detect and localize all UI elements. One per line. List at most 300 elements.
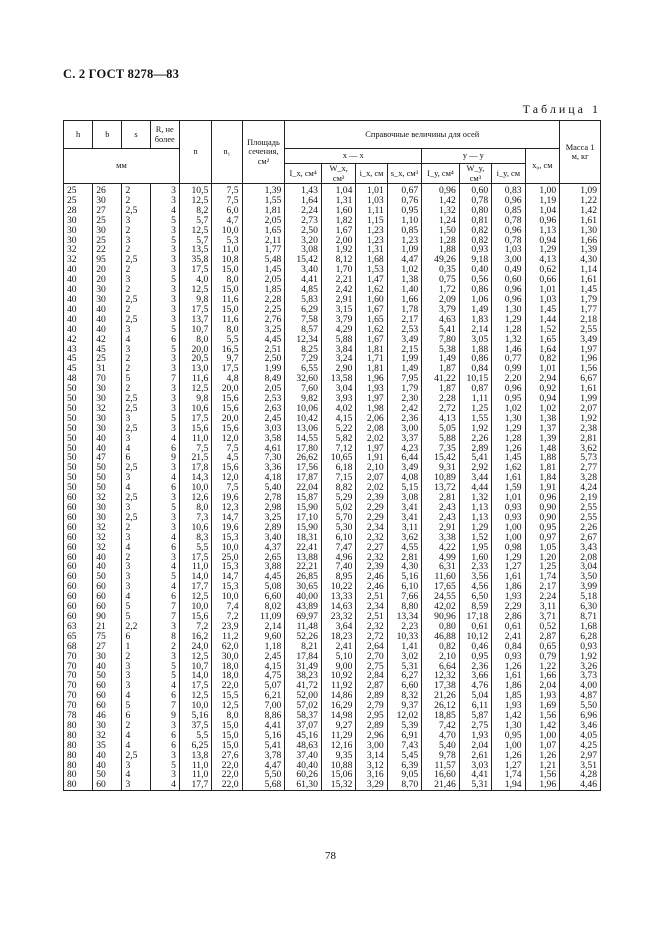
- table-cell: 3: [122, 503, 150, 513]
- table-cell: 1,02: [525, 404, 560, 414]
- table-cell: 5: [150, 345, 179, 355]
- table-cell: 16,60: [422, 770, 460, 780]
- table-cell: 5: [150, 671, 179, 681]
- table-cell: 0,90: [525, 513, 560, 523]
- table-cell: 3: [150, 523, 179, 533]
- table-cell: 1,38: [387, 275, 421, 285]
- table-cell: 1: [122, 642, 150, 652]
- table-cell: 40: [93, 444, 122, 454]
- table-cell: 8,02: [242, 602, 285, 612]
- table-cell: 5,5: [179, 543, 211, 553]
- table-cell: 0,96: [492, 295, 525, 305]
- table-cell: 9,00: [321, 662, 355, 672]
- table-cell: 20,0: [212, 414, 242, 424]
- table-cell: 50: [64, 453, 93, 463]
- table-cell: 5,38: [422, 345, 460, 355]
- table-cell: 2: [122, 196, 150, 206]
- table-cell: 40: [93, 434, 122, 444]
- table-cell: 8,49: [242, 374, 285, 384]
- table-cell: 20,0: [179, 345, 211, 355]
- table-cell: 10,0: [212, 592, 242, 602]
- page-header: С. 2 ГОСТ 8278—83: [63, 67, 180, 81]
- table-cell: 60,26: [285, 770, 322, 780]
- table-cell: 24,55: [422, 592, 460, 602]
- table-cell: 1,49: [422, 354, 460, 364]
- table-cell: 43,89: [285, 602, 322, 612]
- table-cell: 3,79: [321, 315, 355, 325]
- table-cell: 2,09: [422, 295, 460, 305]
- table-cell: 1,25: [459, 404, 491, 414]
- table-cell: 3,93: [321, 394, 355, 404]
- table-cell: 2,46: [356, 582, 387, 592]
- table-cell: 7,35: [422, 444, 460, 454]
- table-cell: 3: [122, 414, 150, 424]
- table-cell: 1,18: [242, 642, 285, 652]
- table-cell: 0,94: [525, 236, 560, 246]
- table-cell: 0,97: [525, 533, 560, 543]
- table-cell: 52,26: [285, 632, 322, 642]
- table-cell: 7,3: [179, 513, 211, 523]
- table-cell: 25: [93, 216, 122, 226]
- table-cell: 17,10: [285, 513, 322, 523]
- table-cell: 14,7: [212, 572, 242, 582]
- table-cell: 40: [64, 295, 93, 305]
- table-cell: 1,27: [492, 761, 525, 771]
- table-cell: 1,93: [492, 592, 525, 602]
- table-cell: 4: [122, 691, 150, 701]
- table-cell: 2,51: [356, 612, 387, 622]
- table-cell: 3,71: [525, 612, 560, 622]
- table-cell: 70: [64, 701, 93, 711]
- table-cell: 8,80: [387, 602, 421, 612]
- table-cell: 1,81: [525, 463, 560, 473]
- table-cell: 17,7: [179, 780, 211, 790]
- table-cell: 30: [93, 226, 122, 236]
- table-cell: 1,96: [356, 374, 387, 384]
- table-cell: 3,51: [560, 761, 601, 771]
- table-cell: 60: [64, 592, 93, 602]
- table-cell: 80: [64, 751, 93, 761]
- table-cell: 10,88: [321, 761, 355, 771]
- table-cell: 70: [64, 652, 93, 662]
- table-cell: 40: [64, 325, 93, 335]
- table-cell: 15,6: [179, 424, 211, 434]
- table-cell: 30: [93, 513, 122, 523]
- table-cell: 1,55: [242, 196, 285, 206]
- table-cell: 46,88: [422, 632, 460, 642]
- table-cell: 1,29: [525, 245, 560, 255]
- table-cell: 50: [64, 483, 93, 493]
- table-cell: 7,5: [212, 184, 242, 196]
- table-cell: 0,80: [422, 622, 460, 632]
- table-cell: 1,61: [560, 216, 601, 226]
- table-cell: 3,58: [242, 434, 285, 444]
- table-cell: 1,93: [356, 384, 387, 394]
- table-cell: 5,31: [459, 780, 491, 790]
- table-cell: 0,60: [492, 275, 525, 285]
- table-cell: 3,64: [321, 622, 355, 632]
- table-cell: 48,63: [285, 741, 322, 751]
- table-cell: 12,5: [179, 285, 211, 295]
- table-cell: 2,89: [356, 691, 387, 701]
- table-cell: 2: [122, 364, 150, 374]
- table-cell: 2,29: [492, 602, 525, 612]
- table-cell: 3,03: [459, 761, 491, 771]
- table-cell: 3,78: [242, 751, 285, 761]
- table-cell: 3: [150, 751, 179, 761]
- table-cell: 4,47: [387, 255, 421, 265]
- table-cell: 3,14: [356, 751, 387, 761]
- table-cell: 45,16: [285, 731, 322, 741]
- table-cell: 5: [150, 236, 179, 246]
- table-cell: 21: [93, 622, 122, 632]
- table-cell: 1,04: [321, 184, 355, 196]
- table-cell: 7: [150, 612, 179, 622]
- table-cell: 0,96: [525, 493, 560, 503]
- table-cell: 17,65: [422, 582, 460, 592]
- table-cell: 30: [93, 285, 122, 295]
- table-cell: 40: [93, 751, 122, 761]
- table-cell: 5,50: [242, 770, 285, 780]
- table-cell: 2,28: [422, 394, 460, 404]
- table-cell: 9: [150, 453, 179, 463]
- table-cell: 15,6: [212, 424, 242, 434]
- table-cell: 1,97: [356, 394, 387, 404]
- table-cell: 2,30: [387, 394, 421, 404]
- table-cell: 17,5: [179, 681, 211, 691]
- table-cell: 69,97: [285, 612, 322, 622]
- table-cell: 60: [93, 602, 122, 612]
- table-cell: 1,00: [492, 533, 525, 543]
- table-cell: 8,25: [285, 345, 322, 355]
- table-label: Таблица 1: [522, 102, 601, 116]
- table-cell: 41,72: [285, 681, 322, 691]
- table-cell: 7,58: [285, 315, 322, 325]
- table-cell: 2: [122, 226, 150, 236]
- table-cell: 3: [122, 533, 150, 543]
- table-cell: 3: [150, 394, 179, 404]
- table-cell: 20,5: [179, 354, 211, 364]
- table-cell: 1,99: [560, 394, 601, 404]
- table-cell: 3,16: [356, 770, 387, 780]
- table-cell: 12,5: [179, 226, 211, 236]
- table-cell: 27,6: [212, 751, 242, 761]
- table-cell: 1,84: [525, 473, 560, 483]
- table-cell: 1,21: [525, 761, 560, 771]
- table-cell: 35,8: [179, 255, 211, 265]
- table-cell: 3: [150, 384, 179, 394]
- table-cell: 2,81: [560, 434, 601, 444]
- table-cell: 6,28: [560, 632, 601, 642]
- table-cell: 21,46: [422, 780, 460, 790]
- table-cell: 6,96: [560, 711, 601, 721]
- table-cell: 7,66: [387, 592, 421, 602]
- table-cell: 4,47: [242, 761, 285, 771]
- table-cell: 21,26: [422, 691, 460, 701]
- table-cell: 5,18: [560, 592, 601, 602]
- table-cell: 11,0: [179, 562, 211, 572]
- table-cell: 13,34: [387, 612, 421, 622]
- table-cell: 7,95: [387, 374, 421, 384]
- table-cell: 2: [122, 384, 150, 394]
- table-cell: 2,97: [560, 751, 601, 761]
- table-cell: 0,78: [492, 236, 525, 246]
- table-cell: 14,7: [212, 513, 242, 523]
- table-cell: 2,45: [242, 652, 285, 662]
- table-cell: 1,82: [321, 216, 355, 226]
- table-cell: 1,23: [356, 226, 387, 236]
- table-cell: 70: [64, 671, 93, 681]
- table-cell: 70: [64, 691, 93, 701]
- table-cell: 2: [150, 642, 179, 652]
- table-cell: 22,0: [212, 681, 242, 691]
- table-cell: 15,0: [212, 285, 242, 295]
- table-cell: 8,95: [321, 572, 355, 582]
- table-cell: 4: [150, 473, 179, 483]
- table-cell: 2,72: [356, 632, 387, 642]
- table-cell: 30: [93, 424, 122, 434]
- table-cell: 95: [93, 255, 122, 265]
- table-cell: 4,13: [525, 255, 560, 265]
- table-cell: 1,03: [525, 295, 560, 305]
- table-cell: 6,91: [387, 731, 421, 741]
- table-cell: 0,52: [525, 622, 560, 632]
- table-cell: 1,03: [356, 196, 387, 206]
- table-cell: 3: [122, 562, 150, 572]
- table-cell: 12,5: [179, 691, 211, 701]
- table-cell: 12,34: [285, 335, 322, 345]
- table-cell: 11,6: [212, 315, 242, 325]
- table-cell: 1,42: [422, 196, 460, 206]
- table-cell: 1,00: [492, 741, 525, 751]
- table-cell: 4,30: [387, 562, 421, 572]
- table-cell: 2,5: [122, 255, 150, 265]
- table-cell: 15,6: [212, 404, 242, 414]
- table-cell: 3,00: [492, 255, 525, 265]
- table-cell: 13,8: [179, 751, 211, 761]
- table-cell: 1,43: [285, 184, 322, 196]
- table-cell: 2,15: [387, 345, 421, 355]
- table-cell: 4: [150, 681, 179, 691]
- table-cell: 3: [122, 572, 150, 582]
- table-cell: 4,7: [212, 216, 242, 226]
- table-cell: 70: [64, 681, 93, 691]
- table-cell: 2,02: [356, 483, 387, 493]
- table-cell: 4,45: [242, 335, 285, 345]
- table-cell: 1,52: [525, 325, 560, 335]
- table-cell: 3: [150, 226, 179, 236]
- table-cell: 1,91: [356, 453, 387, 463]
- table-cell: 2,04: [459, 741, 491, 751]
- table-cell: 7,47: [321, 543, 355, 553]
- table-cell: 5,82: [321, 434, 355, 444]
- table-cell: 10,6: [179, 404, 211, 414]
- table-cell: 2,26: [459, 434, 491, 444]
- table-cell: 1,45: [242, 265, 285, 275]
- table-cell: 0,67: [387, 184, 421, 196]
- table-cell: 9,8: [179, 394, 211, 404]
- table-cell: 6: [150, 741, 179, 751]
- table-cell: 1,29: [459, 523, 491, 533]
- table-cell: 9,27: [321, 721, 355, 731]
- table-cell: 1,45: [525, 305, 560, 315]
- table-cell: 2,42: [387, 404, 421, 414]
- table-cell: 5,05: [422, 424, 460, 434]
- table-cell: 2,32: [356, 622, 387, 632]
- table-cell: 2,00: [321, 236, 355, 246]
- table-cell: 3: [150, 463, 179, 473]
- table-cell: 1,24: [422, 216, 460, 226]
- table-cell: 60: [64, 523, 93, 533]
- table-cell: 8,3: [179, 533, 211, 543]
- table-cell: 6,60: [387, 681, 421, 691]
- table-cell: 90,96: [422, 612, 460, 622]
- table-cell: 3: [122, 473, 150, 483]
- table-cell: 3: [122, 761, 150, 771]
- table-cell: 6,64: [422, 662, 460, 672]
- table-cell: 15,90: [285, 523, 322, 533]
- table-cell: 11,6: [212, 295, 242, 305]
- table-cell: 60: [64, 543, 93, 553]
- table-cell: 1,71: [356, 354, 387, 364]
- col-h-header: h: [64, 121, 93, 149]
- table-cell: 6: [150, 592, 179, 602]
- table-cell: 3: [150, 364, 179, 374]
- table-cell: 65: [64, 632, 93, 642]
- table-cell: 4,55: [387, 543, 421, 553]
- table-cell: 1,15: [356, 216, 387, 226]
- table-cell: 1,65: [356, 315, 387, 325]
- table-cell: 17,87: [285, 473, 322, 483]
- table-cell: 2,24: [285, 206, 322, 216]
- table-cell: 4,45: [242, 572, 285, 582]
- table-cell: 4,44: [459, 483, 491, 493]
- table-cell: 7,40: [321, 562, 355, 572]
- table-cell: 3,41: [387, 513, 421, 523]
- table-cell: 5,83: [285, 295, 322, 305]
- table-cell: 2,55: [560, 513, 601, 523]
- table-cell: 47: [93, 453, 122, 463]
- table-cell: 1,92: [459, 424, 491, 434]
- table-cell: 1,60: [356, 295, 387, 305]
- table-cell: 32: [93, 731, 122, 741]
- table-cell: 11,57: [422, 761, 460, 771]
- table-cell: 2,26: [560, 523, 601, 533]
- table-cell: 2,84: [356, 671, 387, 681]
- table-cell: 2,53: [387, 325, 421, 335]
- table-cell: 27: [93, 206, 122, 216]
- table-cell: 7,29: [285, 354, 322, 364]
- table-cell: 2,5: [122, 206, 150, 216]
- table-cell: 7,4: [212, 602, 242, 612]
- table-cell: 7,2: [212, 612, 242, 622]
- table-cell: 18,0: [212, 662, 242, 672]
- table-cell: 2,25: [242, 305, 285, 315]
- table-cell: 10,92: [321, 671, 355, 681]
- table-cell: 40: [64, 305, 93, 315]
- table-cell: 10,0: [179, 602, 211, 612]
- table-cell: 13,0: [179, 364, 211, 374]
- table-cell: 6,10: [387, 582, 421, 592]
- table-cell: 4,76: [459, 681, 491, 691]
- table-cell: 1,93: [525, 691, 560, 701]
- table-cell: 1,46: [492, 345, 525, 355]
- table-cell: 3,25: [242, 325, 285, 335]
- table-cell: 5,41: [459, 453, 491, 463]
- table-cell: 5: [122, 602, 150, 612]
- table-cell: 3: [150, 255, 179, 265]
- table-cell: 17,5: [179, 305, 211, 315]
- table-cell: 1,98: [356, 404, 387, 414]
- table-cell: 2,92: [459, 463, 491, 473]
- table-cell: 1,41: [387, 642, 421, 652]
- table-cell: 37,40: [285, 751, 322, 761]
- table-cell: 13,06: [285, 424, 322, 434]
- table-cell: 6: [150, 444, 179, 454]
- table-cell: 5,22: [321, 424, 355, 434]
- table-cell: 3: [150, 184, 179, 196]
- table-cell: 0,86: [459, 285, 491, 295]
- table-cell: 50: [93, 483, 122, 493]
- table-cell: 30: [64, 216, 93, 226]
- table-cell: 7: [150, 701, 179, 711]
- table-cell: 3,56: [459, 572, 491, 582]
- table-cell: 2,98: [242, 503, 285, 513]
- table-cell: 8,86: [242, 711, 285, 721]
- table-cell: 10,22: [321, 582, 355, 592]
- table-cell: 26,62: [285, 453, 322, 463]
- table-cell: 22,0: [212, 761, 242, 771]
- table-cell: 9,37: [387, 701, 421, 711]
- table-cell: 1,22: [525, 662, 560, 672]
- table-cell: 1,29: [492, 553, 525, 563]
- table-cell: 3: [122, 325, 150, 335]
- table-cell: 2,08: [356, 424, 387, 434]
- table-cell: 3,36: [242, 463, 285, 473]
- table-cell: 60: [93, 681, 122, 691]
- table-cell: 3: [122, 236, 150, 246]
- table-cell: 0,40: [459, 265, 491, 275]
- table-cell: 6,21: [242, 691, 285, 701]
- table-cell: 1,96: [525, 780, 560, 790]
- table-cell: 1,31: [321, 196, 355, 206]
- table-cell: 6,50: [459, 592, 491, 602]
- table-cell: 4,56: [459, 582, 491, 592]
- table-cell: 1,94: [492, 780, 525, 790]
- table-cell: 8,0: [179, 503, 211, 513]
- table-cell: 1,00: [525, 731, 560, 741]
- table-cell: 4,24: [560, 483, 601, 493]
- table-cell: 19,6: [212, 523, 242, 533]
- table-cell: 7,2: [179, 622, 211, 632]
- table-cell: 1,99: [387, 354, 421, 364]
- table-cell: 3: [122, 671, 150, 681]
- table-cell: 0,85: [492, 206, 525, 216]
- table-cell: 1,31: [356, 245, 387, 255]
- table-cell: 4: [122, 335, 150, 345]
- table-cell: 14,86: [321, 691, 355, 701]
- table-cell: 32: [93, 523, 122, 533]
- table-cell: 0,35: [422, 265, 460, 275]
- table-cell: 16,29: [321, 701, 355, 711]
- table-cell: 1,09: [387, 245, 421, 255]
- table-cell: 17,56: [285, 463, 322, 473]
- table-cell: 0,95: [492, 394, 525, 404]
- table-cell: 1,93: [459, 731, 491, 741]
- table-cell: 5,29: [321, 493, 355, 503]
- table-cell: 1,79: [387, 384, 421, 394]
- table-cell: 0,61: [459, 622, 491, 632]
